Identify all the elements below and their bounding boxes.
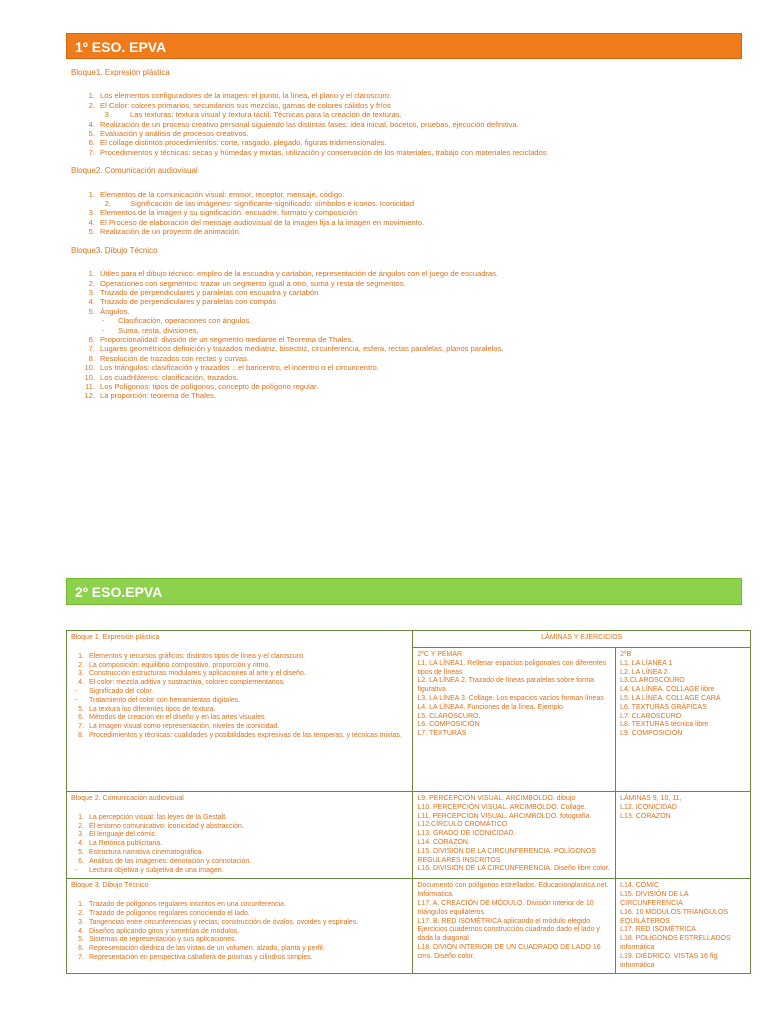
list-item: 1. Los elementos configuradores de la imagen: el punto, la línea, el plano y el claroscuro. xyxy=(88,91,392,101)
eso2-title-banner: 2º ESO.EPVA xyxy=(66,578,742,605)
list-item: 5. Evaluación y análisis de procesos creativos. xyxy=(88,129,249,139)
list-item: L1. LA LÍANEA 1 xyxy=(620,659,673,667)
bloque2-cell xyxy=(67,792,413,879)
list-item: L14. CÓMIC xyxy=(620,882,660,890)
list-item: 7. Procedimientos y técnicas: secas y húmedas y mixtas, utilización y conservación de los materiales, trabajo con materiales reciclados xyxy=(88,147,547,157)
list-item: - Clasificación, operaciones con ángulos. xyxy=(86,316,750,325)
list-item: 7. Representación en perspectiva caballera de prismas y cilindros simples. xyxy=(78,953,313,961)
list-item: L5. LA LÍNEA. COLLAGE CARA xyxy=(620,694,721,702)
bloque2-list xyxy=(71,814,408,876)
bloque2-heading: Bloque 2. Comunicación audiovisual xyxy=(71,795,184,802)
list-item: 1. Trazado de polígonos regulares inscritos en una circunferencia. xyxy=(78,901,287,909)
list-item: 1. Útiles para el dibujo técnico: empleo de la escuadra y cartabón, representación de ángulos con el juego de escuadras. xyxy=(88,269,499,279)
list-item: 10. Los triángulos: clasificación y trazados .: el baricentro, el incentro o el circuncentro. xyxy=(84,363,379,373)
list-item: L4. LA LÍNEA4. Funciones de la línea. Ejemplo xyxy=(417,703,563,711)
list-item: 5. Sistemas de representación y sus aplicaciones. xyxy=(78,936,237,944)
list-item: 8. Resolución de trazados con rectas y curvas. xyxy=(88,353,249,363)
list-item: L3.CLAROSCOURO xyxy=(620,677,685,685)
list-item: L15. DIVISIÓN DE LA CIRCUNFERENCIA xyxy=(620,891,689,907)
list-item: 12. La proporción: teorema de Thales. xyxy=(84,391,216,401)
list-item: 1. La percepción visual: las leyes de la Gestalt. xyxy=(78,813,228,821)
eso1-title-banner: 1º ESO. EPVA xyxy=(66,33,742,59)
list-item: 2. Significación de las imágenes: significante-significado: símbolos e iconos. Iconicidad xyxy=(104,199,415,209)
list-item: L19. DIÉDRICO. VISTAS 16 fig informática xyxy=(620,952,718,969)
list-item: 6. Análisis de las imágenes: denotación y connotación. xyxy=(78,857,252,865)
list-item: 2. Operaciones con segmentos: trazar un segmento igual a otro, suma y resta de segmentos. xyxy=(88,278,406,288)
list-item: L17. B. RED ISOMÉTRICA aplicando el módulo elegido xyxy=(417,917,591,925)
list-item: L12.CÍRCULO CROMÁTICO xyxy=(417,821,508,829)
list-item: L13. CORAZÓN xyxy=(620,812,671,820)
list-item: 2. El entorno comunicativo: iconicidad y abstracción. xyxy=(78,822,244,830)
list-item: L1. LA LÍNEA1. Rellenar espacios poligonales con diferentes tipos de líneas xyxy=(417,659,607,676)
list-item: 8. Procedimientos y técnicas: cualidades y posibilidades expresivas de las temperas, y técnicas mixtas. xyxy=(78,731,402,739)
list-item: 1. Elementos y recursos gráficos: distintos tipos de línea y el claroscuro. xyxy=(78,652,305,660)
bloque1-heading: Bloque 1. Expresión plástica xyxy=(71,634,160,641)
list-item: L13. GRADO DE ICONICIDAD. xyxy=(417,830,516,838)
list-item: LÁMINAS 9, 10, 11, xyxy=(620,795,682,802)
eso1-content xyxy=(70,68,750,401)
list-item: 4. Diseños aplicando giros y simetrías de módulos. xyxy=(78,927,240,935)
list-item: L5. CLAROSCURO. xyxy=(417,712,481,720)
bloque3-heading: Bloque 3. Dibujo Técnico xyxy=(71,882,149,890)
list-item: - Lectura objetiva y subjetiva de una imagen. xyxy=(71,867,408,876)
laminas-col-2b xyxy=(616,648,751,792)
list-item: - Tratamiento del color con herramientas digitales. xyxy=(71,697,408,706)
list-item: L18. POLÍGONOS ESTRELLADOS informática xyxy=(620,935,731,951)
bloque2-heading: Bloque2. Comunicación audiovisual xyxy=(71,166,198,176)
eso2-table xyxy=(66,630,751,974)
laminas-col-2c xyxy=(413,648,616,792)
list-item: L2. LA LÍNEA 2 xyxy=(620,668,668,676)
table-row xyxy=(67,792,751,879)
list-item: L3. LA LÍNEA 3. Collage. Los espacios vacíos forman líneas xyxy=(417,694,604,702)
list-item: 11. Los Polígonos: tipos de polígonos, concepto de polígono regular. xyxy=(85,381,319,391)
list-item: 4. Realización de un proceso creativo personal siguiendo las distintas fases: idea inicial, bocetos, pruebas, ejecución definitiva. xyxy=(88,119,519,129)
list-item: - Significado del color. xyxy=(71,688,408,697)
list-item: 2. La composición: equilibrio compositivo, proporción y ritmo. xyxy=(78,661,271,669)
laminas-header: LÁMINAS Y EJERCICIOS xyxy=(413,631,751,648)
list-item: 6. Proporcionalidad: división de un segmento mediante el Teorema de Thales. xyxy=(88,334,354,344)
bloque3-cell xyxy=(67,879,413,974)
list-item: L7. TEXTURAS xyxy=(417,730,467,738)
list-item: L12. ICONICIDAD xyxy=(620,803,677,811)
bloque1-list xyxy=(71,653,408,741)
table-row xyxy=(67,631,751,648)
bloque1-list xyxy=(86,91,750,157)
list-item: 3. Trazado de perpendiculares y paralelas con escuadra y cartabón xyxy=(88,287,319,297)
bloque3-heading: Bloque3. Dibujo Técnico xyxy=(71,245,158,255)
list-item: L16. DIVISIÓN DE LA CIRCUNFERENCIA. Diseño libre color. xyxy=(417,865,610,873)
list-item: 4. La Retórica publicitaria. xyxy=(78,840,163,848)
list-item: 3. Construcción estructuras modulares y aplicaciones al arte y el diseño. xyxy=(78,670,306,678)
list-item: 1. Elementos de la comunicación visual: emisor, receptor, mensaje, código. xyxy=(88,189,345,199)
list-item: 4. Trazado de perpendiculares y paralelas con compás xyxy=(88,297,277,307)
list-item: 2. Trazado de polígonos regulares conociendo el lado. xyxy=(78,909,250,917)
list-item: 4. El color: mezcla aditiva y sustractiva, colores complementarios. xyxy=(78,679,286,687)
list-item: 3. El lenguaje del cómic. xyxy=(78,831,158,839)
list-item: 6. El collage distintos procedimientos: corte, rasgado, plegado, figuras tridimensionales. xyxy=(88,138,387,148)
list-item: Documento con polígonos estrellados. Educacionplastica.net. Informatica. xyxy=(417,882,609,899)
list-item: L6. TEXTURAS GRÁFICAS xyxy=(620,703,707,711)
laminas-col-2c xyxy=(413,879,616,974)
list-item: 3. Las texturas: textura visual y textura táctil. Técnicas para la creación de texturas. xyxy=(104,110,402,120)
list-item: 5. Realización de un proyecto de animación. xyxy=(88,227,241,237)
list-item: 3. Elementos de la imagen y su significación. encuadre, formato y composición xyxy=(88,208,358,218)
list-item: 5. Estructura narrativa cinematográfica. xyxy=(78,848,204,856)
list-item: L9. PERCEPCIÓN VISUAL. ARCIMBOLDO. dibujo xyxy=(417,795,576,802)
bloque1-cell xyxy=(67,631,413,792)
list-item: L18. DIVIÓN INTERIOR DE UN CUADRADO DE LADO 16 cms. Diseño color. xyxy=(417,943,601,960)
col-head: 2ºC Y PEMAR xyxy=(417,651,463,658)
list-item: L11. PERCEPCIÓN VISUAL. ARCIMBOLDO. fotografía xyxy=(417,812,590,820)
list-item: L2. LA LÍNEA 2. Trazado de líneas paralelas sobre forma figurativa xyxy=(417,677,595,694)
laminas-col-2b xyxy=(616,792,751,879)
table-row xyxy=(67,879,751,974)
list-item: 6. Representación diédrica de las vistas de un volumen: alzado, planta y perfil. xyxy=(78,945,325,953)
list-item: L7. CLAROSCURO xyxy=(620,712,682,720)
list-item: Ejercicios cuadernos construcción cuadrado dado el lado y dada la diagonal xyxy=(417,926,600,943)
list-item: L16. 10 MÓDULOS TRIANGULOS EQUILÁTEROS xyxy=(620,908,729,925)
list-item: L17. RED ISOMÉTRICA xyxy=(620,926,696,934)
list-item: L17. A. CREACIÓN DE MÓDULO. División interior de 10 triángulos equiláteros xyxy=(417,899,594,916)
list-item: L6. COMPOSICIÓN xyxy=(417,721,480,729)
bloque3-list xyxy=(71,901,408,963)
list-item: L15. DIVISIÓN DE LA CIRCUNFERENCIA. POLÍGONOS REGULARES INSCRITOS xyxy=(417,847,596,864)
list-item: 7. Lugares geométricos definición y trazados mediatriz, bisectriz, circunferencia, esfera, rectas paralelas, planos paralelos. xyxy=(88,344,504,354)
list-item: - Suma, resta, divisiones, xyxy=(86,326,750,335)
laminas-col-2b xyxy=(616,879,751,974)
list-item: 7. La imagen visual como representación: niveles de iconicidad. xyxy=(78,723,280,731)
list-item: L14. CORAZÓN. xyxy=(417,838,470,846)
bloque3-list xyxy=(86,269,750,401)
list-item: L8. TEXTURAS técnica libre xyxy=(620,721,709,729)
list-item: L9. COMPOSICIÓN xyxy=(620,730,683,738)
laminas-col-2c xyxy=(413,792,616,879)
bloque1-heading: Bloque1. Expresión plástica xyxy=(71,68,170,77)
list-item: 5. La textura los diferentes tipos de textura. xyxy=(78,705,216,713)
list-item: 3. Tangencias entre circunferencias y rectas, construcción de óvalos, ovoides y espirales. xyxy=(78,918,359,926)
list-item: L4. LA LÍNEA. COLLAGE libre xyxy=(620,686,715,694)
list-item: 5. Ángulos. xyxy=(88,306,130,316)
list-item: 2. El Color: colores primarios, secundarios sus mezclas, gamas de colores cálidos y fríos xyxy=(88,100,391,110)
list-item: L10. PERCEPCIÓN VISUAL. ARCIMBOLDO. Collage. xyxy=(417,803,587,811)
list-item: 4. El Proceso de elaboración del mensaje audiovisual de la imagen fija a la imagen en movimiento. xyxy=(88,217,425,227)
list-item: 6. Métodos de creación en el diseño y en las artes visuales. xyxy=(78,714,267,722)
list-item: 10. Los cuadriláteros: clasificación, trazados. xyxy=(84,372,239,382)
col-head: 2ºB xyxy=(620,651,632,658)
bloque2-list xyxy=(86,190,750,237)
